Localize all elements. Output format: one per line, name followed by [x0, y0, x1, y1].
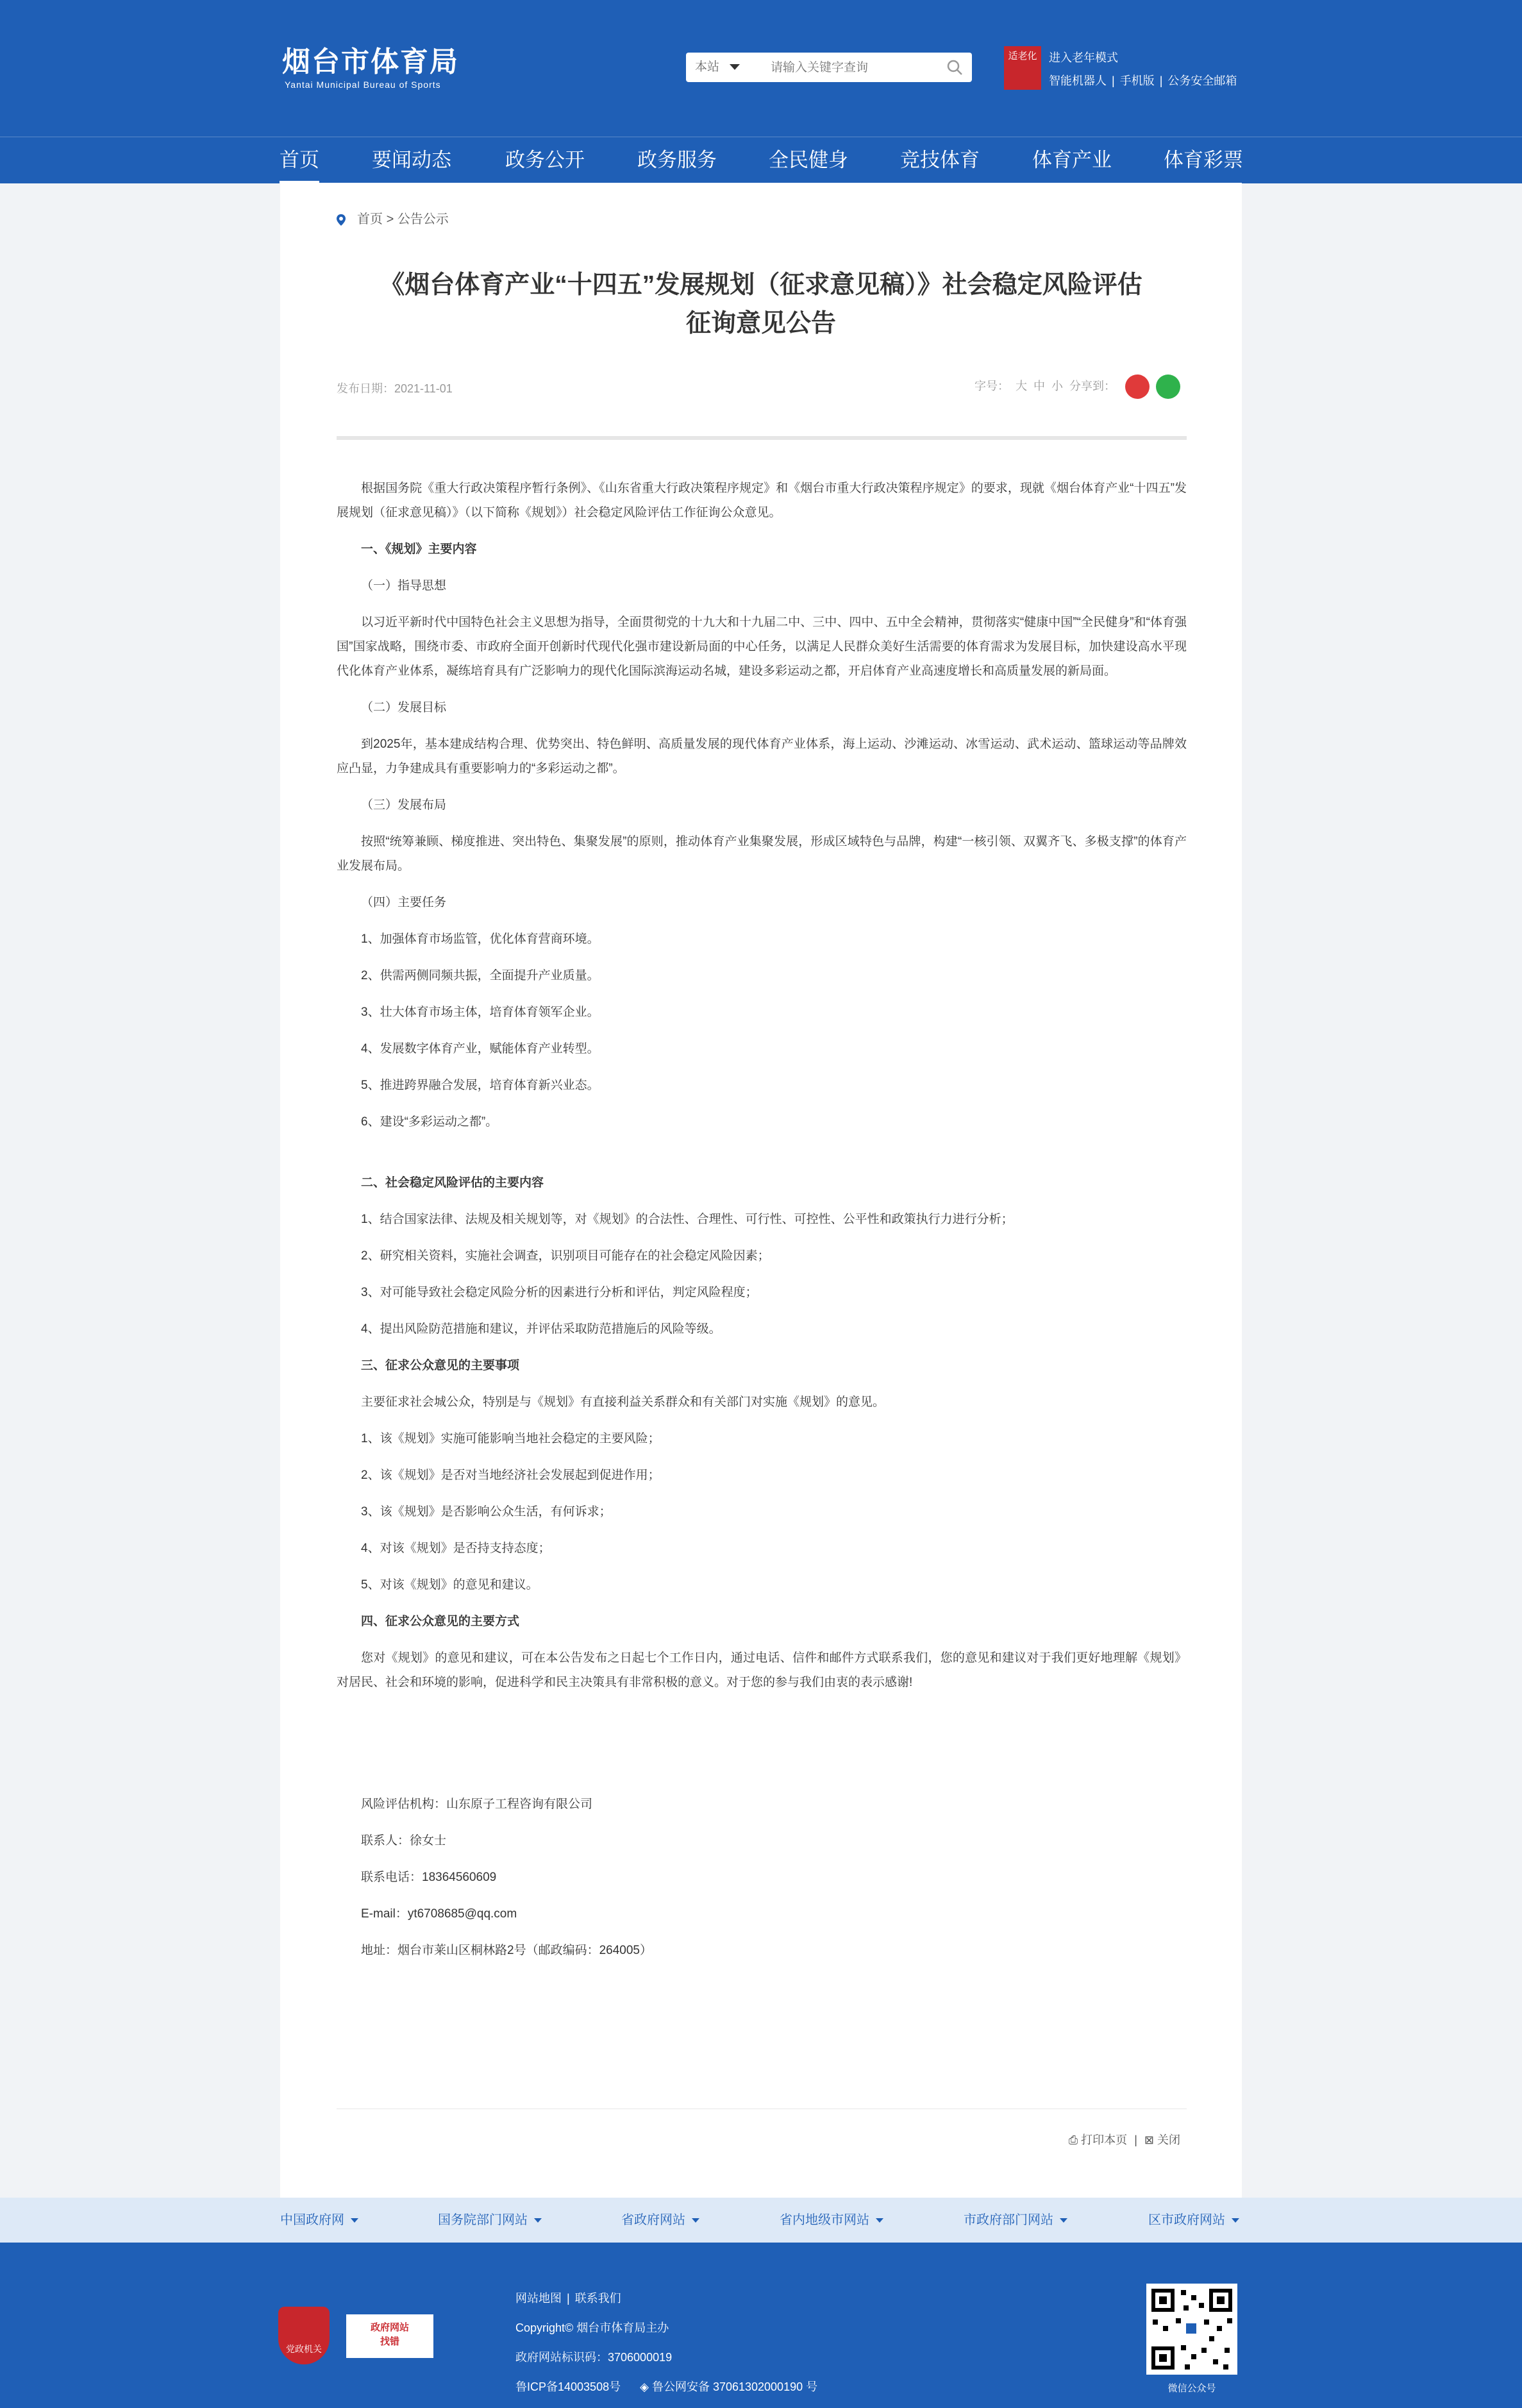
content-paragraph: 联系电话：18364560609 — [361, 1871, 497, 1884]
content-paragraph: E-mail：yt6708685@qq.com — [361, 1907, 517, 1921]
content-paragraph: 5、对该《规划》的意见和建议。 — [361, 1578, 539, 1592]
content-paragraph: 地址：烟台市莱山区桐林路2号（邮政编码：264005） — [361, 1944, 652, 1957]
content-paragraph: 3、对可能导致社会稳定风险分析的因素进行分析和评估，判定风险程度； — [361, 1286, 758, 1299]
nav-home[interactable]: 首页 — [280, 137, 319, 183]
content-paragraph: 主要征求社会城公众，特别是与《规划》有直接利益关系群众和有关部门对实施《规划》的意见。 — [361, 1395, 885, 1409]
link-provincial-gov-label: 省政府网站 — [621, 2213, 685, 2227]
content-paragraph: 4、提出风险防范措施和建议，并评估采取防范措施后的风险等级。 — [361, 1322, 721, 1336]
chevron-down-icon — [1060, 2218, 1067, 2223]
link-city-depts[interactable] — [964, 2198, 1067, 2243]
title-line-1: 《烟台体育产业“十四五”发展规划（征求意见稿）》社会稳定风险评估 — [380, 271, 1142, 299]
main-nav — [0, 137, 1522, 183]
nav-competitive[interactable]: 竞技体育 — [900, 149, 980, 171]
content-paragraph: 3、壮大体育市场主体，培育体育领军企业。 — [361, 1006, 599, 1019]
chevron-down-icon — [876, 2218, 883, 2223]
print-icon: ⎙ — [1068, 2134, 1078, 2146]
section-heading: 一、《规划》主要内容 — [361, 543, 477, 556]
breadcrumb-sep: > — [386, 212, 394, 226]
title-divider — [337, 436, 1187, 440]
link-central-gov-label: 中国政府网 — [280, 2213, 344, 2227]
chevron-down-icon — [692, 2218, 699, 2223]
wechat-share-icon[interactable] — [1156, 375, 1180, 399]
link-state-council-depts-label: 国务院部门网站 — [438, 2213, 528, 2227]
top-links: 进入老年模式 智能机器人 | 手机版 | 公务安全邮箱 — [1049, 49, 1237, 88]
print-page-link[interactable]: 打印本页 — [1081, 2134, 1128, 2146]
link-district-gov[interactable] — [1148, 2198, 1239, 2243]
robot-link[interactable]: 智能机器人 — [1049, 74, 1107, 87]
publish-date: 发布日期：2021-11-01 — [337, 382, 453, 395]
site-header — [0, 0, 1522, 137]
breadcrumb-home[interactable]: 首页 — [357, 212, 383, 226]
breadcrumb — [337, 208, 449, 227]
icp-link[interactable]: 鲁ICP备14003508号 — [515, 2380, 621, 2393]
content-paragraph: 1、该《规划》实施可能影响当地社会稳定的主要风险； — [361, 1432, 660, 1445]
content-paragraph: 您对《规划》的意见和建议，可在本公告发布之日起七个工作日内，通过电话、信件和邮件方式联系我们，您的意见和建议对于我们更好地理解《规划》对居民、社会和环境的影响，促进科学和民主决策具有非常积极的意义。对于您的参与我们由衷的表示感谢! — [337, 1651, 1187, 1689]
qr-code-icon — [1146, 2284, 1237, 2375]
nav-industry[interactable]: 体育产业 — [1032, 149, 1112, 171]
article-panel — [280, 183, 1242, 2198]
content-paragraph: 2、该《规划》是否对当地经济社会发展起到促进作用； — [361, 1469, 660, 1482]
qr-code-graphic — [1146, 2284, 1237, 2375]
chevron-down-icon — [730, 64, 740, 70]
font-small-button[interactable]: 小 — [1051, 380, 1063, 392]
footer-info: 网站地图 | 联系我们 Copyright© 烟台市体育局主办 政府网站标识码：3706000019 鲁ICP备14003508号 ◈ 鲁公网安备 37061302000190 号 — [515, 2292, 818, 2393]
qr-code-label: 微信公众号 — [1167, 2383, 1216, 2394]
badge-white-line2: 找错 — [380, 2336, 399, 2347]
content-paragraph: （三）发展布局 — [361, 798, 447, 812]
elder-mode-link[interactable]: 进入老年模式 — [1049, 51, 1118, 64]
content-paragraph: （一）指导思想 — [361, 579, 447, 593]
link-prefecture-cities-label: 省内地级市网站 — [780, 2213, 869, 2227]
gov-site-error-badge[interactable] — [346, 2314, 433, 2358]
content-paragraph: 6、建设“多彩运动之都”。 — [361, 1115, 498, 1129]
nav-news[interactable]: 要闻动态 — [372, 149, 451, 171]
font-big-button[interactable]: 大 — [1015, 380, 1027, 392]
font-mid-button[interactable]: 中 — [1033, 380, 1045, 392]
chevron-down-icon — [534, 2218, 542, 2223]
party-gov-badge[interactable] — [278, 2307, 330, 2364]
link-state-council-depts[interactable] — [438, 2198, 542, 2243]
weibo-share-icon[interactable] — [1125, 375, 1150, 399]
nav-gov-service[interactable]: 政务服务 — [637, 149, 717, 171]
content-paragraph: （四）主要任务 — [361, 896, 447, 909]
content-paragraph: 4、对该《规划》是否持支持态度； — [361, 1542, 551, 1555]
search-scope-label: 本站 — [695, 60, 720, 74]
search-scope-select[interactable] — [695, 53, 740, 82]
copyright-text: Copyright© 烟台市体育局主办 — [515, 2321, 669, 2334]
nav-fitness[interactable]: 全民健身 — [769, 149, 848, 171]
article-tools — [974, 373, 1180, 399]
section-heading: 三、征求公众意见的主要事项 — [361, 1359, 520, 1372]
search-input[interactable] — [769, 55, 932, 81]
chevron-down-icon — [1232, 2218, 1239, 2223]
link-central-gov[interactable] — [280, 2198, 358, 2243]
elder-friendly-badge[interactable] — [1004, 46, 1041, 90]
police-link[interactable]: 鲁公网安备 37061302000190 号 — [651, 2380, 818, 2393]
print-tools: ⎙ 打印本页 | ⊠ 关闭 — [1068, 2134, 1180, 2146]
breadcrumb-current[interactable]: 公告公示 — [397, 212, 449, 226]
content-paragraph: 2、供需两侧同频共振，全面提升产业质量。 — [361, 969, 599, 982]
link-prefecture-cities[interactable] — [780, 2198, 883, 2243]
content-paragraph: 5、推进跨界融合发展，培育体育新兴业态。 — [361, 1079, 599, 1092]
police-icon: ◈ — [640, 2380, 649, 2393]
nav-gov-open[interactable]: 政务公开 — [505, 149, 585, 171]
site-code-text: 政府网站标识码：3706000019 — [515, 2351, 673, 2364]
content-paragraph: 1、加强体育市场监管，优化体育营商环境。 — [361, 932, 599, 946]
sitemap-link[interactable]: 网站地图 — [515, 2292, 562, 2305]
mobile-link[interactable]: 手机版 — [1119, 74, 1155, 87]
content-paragraph: 4、发展数字体育产业，赋能体育产业转型。 — [361, 1042, 599, 1056]
content-paragraph: 以习近平新时代中国特色社会主义思想为指导，全面贯彻党的十九大和十九届二中、三中、四中、五中全会精神，贯彻落实“健康中国”“全民健身”和“体育强国”国家战略，围绕市委、市政府全面开创新时代现代化强市建设新局面的中心任务，以满足人民群众美好生活需要的体育需求为发展目标，加快建设高水平现代化体育产业体系，凝练培育具有广泛影响力的现代化国际滨海运动名城，建设多彩运动之都，开启体育产业高速度增长和高质量发展的新局面。 — [337, 616, 1187, 678]
content-paragraph: 风险评估机构：山东原子工程咨询有限公司 — [361, 1798, 593, 1811]
party-gov-badge-text: 党政机关 — [286, 2344, 322, 2354]
site-footer — [0, 2243, 1522, 2408]
close-page-link[interactable]: 关闭 — [1157, 2134, 1180, 2146]
site-logo-cn[interactable]: 烟台市体育局 — [282, 46, 459, 78]
nav-lottery[interactable]: 体育彩票 — [1164, 149, 1243, 171]
chevron-down-icon — [351, 2218, 358, 2223]
email-link[interactable]: 公务安全邮箱 — [1167, 74, 1237, 87]
article-content — [337, 476, 1187, 1975]
title-line-2: 征询意见公告 — [685, 310, 836, 337]
site-logo-en: Yantai Municipal Bureau of Sports — [285, 80, 441, 90]
contact-link[interactable]: 联系我们 — [574, 2292, 621, 2305]
badge-white-line1: 政府网站 — [370, 2322, 409, 2333]
article-title — [280, 266, 1242, 343]
link-provincial-gov[interactable] — [621, 2198, 699, 2243]
location-pin-icon — [337, 214, 346, 226]
content-paragraph: （二）发展目标 — [361, 701, 447, 714]
content-paragraph: 按照“统筹兼顾、梯度推进、突出特色、集聚发展”的原则，推动体育产业集聚发展，形成区域特色与品牌，构建“一核引领、双翼齐飞、多极支撑”的体育产业发展布局。 — [337, 835, 1187, 873]
content-paragraph: 3、该《规划》是否影响公众生活，有何诉求； — [361, 1505, 612, 1519]
section-heading: 二、社会稳定风险评估的主要内容 — [361, 1176, 544, 1190]
elder-badge-text: 适老化 — [1008, 51, 1037, 62]
content-paragraph: 1、结合国家法律、法规及相关规划等，对《规划》的合法性、合理性、可行性、可控性、公平性和政策执行力进行分析； — [361, 1213, 1014, 1226]
search-box — [686, 53, 972, 82]
related-links-bar — [0, 2198, 1522, 2243]
search-icon[interactable] — [946, 59, 963, 76]
content-paragraph: 根据国务院《重大行政决策程序暂行条例》、《山东省重大行政决策程序规定》和《烟台市重大行政决策程序规定》的要求，现就《烟台体育产业“十四五”发展规划（征求意见稿）》（以下简称《规划》）社会稳定风险评估工作征询公众意见。 — [337, 482, 1187, 519]
section-heading: 四、征求公众意见的主要方式 — [361, 1615, 520, 1628]
content-paragraph: 到2025年，基本建成结构合理、优势突出、特色鲜明、高质量发展的现代体育产业体系，海上运动、沙滩运动、冰雪运动、武术运动、篮球运动等品牌效应凸显，力争建成具有重要影响力的“多彩运动之都”。 — [337, 737, 1187, 775]
share-label: 分享到： — [1069, 380, 1116, 392]
content-paragraph: 2、研究相关资料，实施社会调查，识别项目可能存在的社会稳定风险因素； — [361, 1249, 770, 1263]
content-paragraph: 联系人：徐女士 — [361, 1834, 447, 1848]
close-icon: ⊠ — [1144, 2134, 1154, 2146]
link-city-depts-label: 市政府部门网站 — [964, 2213, 1053, 2227]
font-size-label: 字号： — [974, 380, 1009, 392]
link-district-gov-label: 区市政府网站 — [1148, 2213, 1225, 2227]
